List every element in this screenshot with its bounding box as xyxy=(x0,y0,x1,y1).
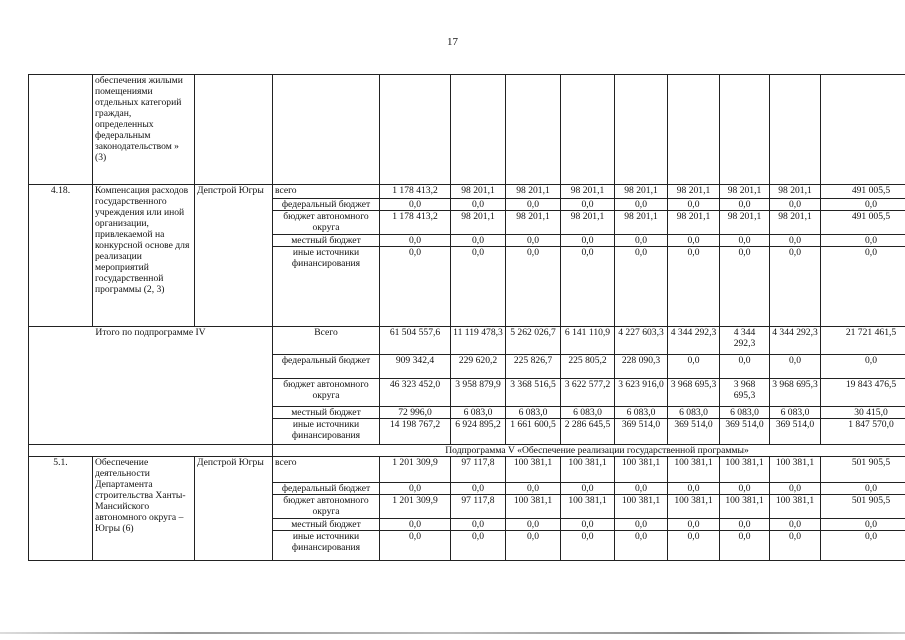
amount-cell: 98 201,1 xyxy=(668,185,720,199)
amount-cell: 501 905,5 xyxy=(821,495,905,519)
amount-cell: 0,0 xyxy=(821,483,905,495)
amount-cell: 4 344 292,3 xyxy=(770,327,821,355)
amount-cell: 21 721 461,5 xyxy=(821,327,905,355)
amount-cell: 0,0 xyxy=(451,483,506,495)
amount-cell: 0,0 xyxy=(380,483,451,495)
amount-cell: 100 381,1 xyxy=(668,495,720,519)
amount-cell: 98 201,1 xyxy=(451,211,506,235)
amount-cell: 0,0 xyxy=(451,235,506,247)
amount-cell: 0,0 xyxy=(821,355,905,379)
amount-cell: 46 323 452,0 xyxy=(380,379,451,407)
funding-source: федеральный бюджет xyxy=(273,199,380,211)
amount-cell: 100 381,1 xyxy=(720,495,770,519)
amount-cell: 0,0 xyxy=(770,519,821,531)
amount-cell: 5 262 026,7 xyxy=(506,327,561,355)
amount-cell: 369 514,0 xyxy=(615,419,668,445)
amount-cell: 0,0 xyxy=(720,355,770,379)
amount-cell: 0,0 xyxy=(561,483,615,495)
amount-cell: 100 381,1 xyxy=(506,457,561,483)
amount-cell: 0,0 xyxy=(451,199,506,211)
item-number: 5.1. xyxy=(29,457,93,561)
amount-cell: 225 805,2 xyxy=(561,355,615,379)
amount-cell: 6 083,0 xyxy=(615,407,668,419)
amount-cell: 228 090,3 xyxy=(615,355,668,379)
amount-cell: 6 083,0 xyxy=(668,407,720,419)
amount-cell: 98 201,1 xyxy=(770,185,821,199)
amount-cell: 0,0 xyxy=(561,519,615,531)
amount-cell: 229 620,2 xyxy=(451,355,506,379)
amount-cell: 98 201,1 xyxy=(770,211,821,235)
amount-cell: 0,0 xyxy=(451,531,506,561)
amount-cell: 0,0 xyxy=(506,247,561,327)
amount-cell: 19 843 476,5 xyxy=(821,379,905,407)
amount-cell: 0,0 xyxy=(770,247,821,327)
funding-source: бюджет автономного округа xyxy=(273,379,380,407)
funding-source: всего xyxy=(273,185,380,199)
scan-edge xyxy=(0,632,905,634)
amount-cell: 0,0 xyxy=(770,483,821,495)
amount-cell: 0,0 xyxy=(506,483,561,495)
amount-cell: 0,0 xyxy=(506,519,561,531)
heading-blank-cell xyxy=(29,445,273,457)
amount-cell: 0,0 xyxy=(380,531,451,561)
amount-cell: 0,0 xyxy=(668,519,720,531)
amount-cell: 100 381,1 xyxy=(506,495,561,519)
amount-cell: 501 905,5 xyxy=(821,457,905,483)
amount-cell: 2 286 645,5 xyxy=(561,419,615,445)
funding-source: иные источники финансирования xyxy=(273,247,380,327)
amount-cell: 3 958 879,9 xyxy=(451,379,506,407)
funding-source: местный бюджет xyxy=(273,407,380,419)
funding-source: бюджет автономного округа xyxy=(273,495,380,519)
amount-cell: 1 847 570,0 xyxy=(821,419,905,445)
amount-cell xyxy=(821,75,905,185)
amount-cell: 6 083,0 xyxy=(451,407,506,419)
amount-cell: 1 661 600,5 xyxy=(506,419,561,445)
amount-cell: 369 514,0 xyxy=(770,419,821,445)
amount-cell: 0,0 xyxy=(770,531,821,561)
funding-source: Всего xyxy=(273,327,380,355)
amount-cell: 0,0 xyxy=(720,531,770,561)
amount-cell: 0,0 xyxy=(561,199,615,211)
amount-cell: 4 227 603,3 xyxy=(615,327,668,355)
amount-cell: 0,0 xyxy=(615,235,668,247)
amount-cell: 1 201 309,9 xyxy=(380,495,451,519)
amount-cell: 98 201,1 xyxy=(615,211,668,235)
amount-cell: 98 201,1 xyxy=(720,211,770,235)
executor-name: Депстрой Югры xyxy=(195,457,273,561)
table-row xyxy=(29,185,905,199)
amount-cell: 0,0 xyxy=(770,355,821,379)
amount-cell xyxy=(770,75,821,185)
amount-cell xyxy=(615,75,668,185)
table-body xyxy=(29,75,905,561)
amount-cell: 6 083,0 xyxy=(720,407,770,419)
funding-source: всего xyxy=(273,457,380,483)
amount-cell: 0,0 xyxy=(561,247,615,327)
table-row xyxy=(29,457,905,483)
amount-cell: 14 198 767,2 xyxy=(380,419,451,445)
amount-cell xyxy=(380,75,451,185)
amount-cell: 100 381,1 xyxy=(720,457,770,483)
funding-source: бюджет автономного округа xyxy=(273,211,380,235)
amount-cell: 30 415,0 xyxy=(821,407,905,419)
amount-cell: 0,0 xyxy=(615,199,668,211)
amount-cell: 4 344 292,3 xyxy=(668,327,720,355)
amount-cell: 0,0 xyxy=(668,483,720,495)
amount-cell: 0,0 xyxy=(506,235,561,247)
amount-cell: 0,0 xyxy=(720,235,770,247)
amount-cell: 0,0 xyxy=(380,235,451,247)
item-name: Компенсация расходов государственного учреждения или иной организации, привлекаемой на конкурсной основе для реализации мероприятий государственной программы (2, 3) xyxy=(93,185,195,327)
amount-cell: 11 119 478,3 xyxy=(451,327,506,355)
amount-cell: 100 381,1 xyxy=(561,495,615,519)
executor-name xyxy=(195,75,273,185)
subprogram-heading: Подпрограмма V «Обеспечение реализации государственной программы» xyxy=(273,445,905,457)
amount-cell: 0,0 xyxy=(668,199,720,211)
amount-cell: 100 381,1 xyxy=(561,457,615,483)
amount-cell: 98 201,1 xyxy=(561,211,615,235)
amount-cell: 0,0 xyxy=(380,519,451,531)
amount-cell: 0,0 xyxy=(720,247,770,327)
funding-source: иные источники финансирования xyxy=(273,419,380,445)
amount-cell: 0,0 xyxy=(821,199,905,211)
item-number: 4.18. xyxy=(29,185,93,327)
amount-cell: 98 201,1 xyxy=(506,185,561,199)
amount-cell: 1 178 413,2 xyxy=(380,185,451,199)
amount-cell: 3 368 516,5 xyxy=(506,379,561,407)
funding-source: местный бюджет xyxy=(273,235,380,247)
amount-cell: 100 381,1 xyxy=(770,495,821,519)
amount-cell: 369 514,0 xyxy=(668,419,720,445)
amount-cell: 0,0 xyxy=(668,235,720,247)
amount-cell: 0,0 xyxy=(821,235,905,247)
amount-cell xyxy=(668,75,720,185)
amount-cell: 100 381,1 xyxy=(615,457,668,483)
amount-cell: 6 083,0 xyxy=(770,407,821,419)
amount-cell: 491 005,5 xyxy=(821,211,905,235)
table-row xyxy=(29,327,905,355)
table-row xyxy=(29,75,905,185)
amount-cell: 491 005,5 xyxy=(821,185,905,199)
amount-cell: 98 201,1 xyxy=(720,185,770,199)
amount-cell: 0,0 xyxy=(380,247,451,327)
amount-cell xyxy=(720,75,770,185)
amount-cell: 0,0 xyxy=(615,531,668,561)
amount-cell: 0,0 xyxy=(561,531,615,561)
amount-cell xyxy=(561,75,615,185)
amount-cell: 3 968 695,3 xyxy=(770,379,821,407)
amount-cell: 1 178 413,2 xyxy=(380,211,451,235)
amount-cell xyxy=(451,75,506,185)
item-number xyxy=(29,75,93,185)
amount-cell: 6 924 895,2 xyxy=(451,419,506,445)
amount-cell: 225 826,7 xyxy=(506,355,561,379)
subtotal-label: Итого по подпрограмме IV xyxy=(29,327,273,445)
amount-cell: 61 504 557,6 xyxy=(380,327,451,355)
amount-cell: 0,0 xyxy=(770,199,821,211)
amount-cell: 3 968 695,3 xyxy=(668,379,720,407)
amount-cell: 6 141 110,9 xyxy=(561,327,615,355)
amount-cell: 100 381,1 xyxy=(770,457,821,483)
amount-cell: 100 381,1 xyxy=(668,457,720,483)
amount-cell: 98 201,1 xyxy=(615,185,668,199)
amount-cell: 369 514,0 xyxy=(720,419,770,445)
funding-source: иные источники финансирования xyxy=(273,531,380,561)
amount-cell: 100 381,1 xyxy=(615,495,668,519)
amount-cell: 0,0 xyxy=(821,247,905,327)
executor-name: Депстрой Югры xyxy=(195,185,273,327)
page-number: 17 xyxy=(447,36,458,48)
amount-cell: 3 968 695,3 xyxy=(720,379,770,407)
item-name: Обеспечение деятельности Департамента строительства Ханты-Мансийского автономного округа – Югры (6) xyxy=(93,457,195,561)
amount-cell: 98 201,1 xyxy=(668,211,720,235)
amount-cell: 0,0 xyxy=(380,199,451,211)
amount-cell: 98 201,1 xyxy=(506,211,561,235)
funding-source: федеральный бюджет xyxy=(273,355,380,379)
amount-cell: 0,0 xyxy=(615,247,668,327)
amount-cell: 98 201,1 xyxy=(561,185,615,199)
amount-cell: 6 083,0 xyxy=(561,407,615,419)
subprogram-heading-row xyxy=(29,445,905,457)
amount-cell: 97 117,8 xyxy=(451,495,506,519)
amount-cell: 0,0 xyxy=(770,235,821,247)
amount-cell: 0,0 xyxy=(668,531,720,561)
amount-cell: 0,0 xyxy=(668,247,720,327)
amount-cell: 0,0 xyxy=(506,531,561,561)
amount-cell: 0,0 xyxy=(821,531,905,561)
amount-cell: 0,0 xyxy=(561,235,615,247)
amount-cell: 6 083,0 xyxy=(506,407,561,419)
budget-table xyxy=(28,74,905,561)
amount-cell: 3 623 916,0 xyxy=(615,379,668,407)
funding-source xyxy=(273,75,380,185)
amount-cell: 0,0 xyxy=(615,483,668,495)
amount-cell: 0,0 xyxy=(615,519,668,531)
amount-cell: 1 201 309,9 xyxy=(380,457,451,483)
amount-cell: 3 622 577,2 xyxy=(561,379,615,407)
amount-cell: 0,0 xyxy=(720,483,770,495)
amount-cell: 0,0 xyxy=(720,199,770,211)
amount-cell: 97 117,8 xyxy=(451,457,506,483)
amount-cell: 0,0 xyxy=(451,247,506,327)
amount-cell: 0,0 xyxy=(451,519,506,531)
amount-cell: 0,0 xyxy=(668,355,720,379)
item-name: обеспечения жилыми помещениями отдельных категорий граждан, определенных федеральным законодательством » (3) xyxy=(93,75,195,185)
amount-cell: 0,0 xyxy=(821,519,905,531)
amount-cell: 4 344 292,3 xyxy=(720,327,770,355)
amount-cell xyxy=(506,75,561,185)
amount-cell: 0,0 xyxy=(506,199,561,211)
funding-source: местный бюджет xyxy=(273,519,380,531)
amount-cell: 72 996,0 xyxy=(380,407,451,419)
amount-cell: 98 201,1 xyxy=(451,185,506,199)
funding-source: федеральный бюджет xyxy=(273,483,380,495)
amount-cell: 909 342,4 xyxy=(380,355,451,379)
amount-cell: 0,0 xyxy=(720,519,770,531)
